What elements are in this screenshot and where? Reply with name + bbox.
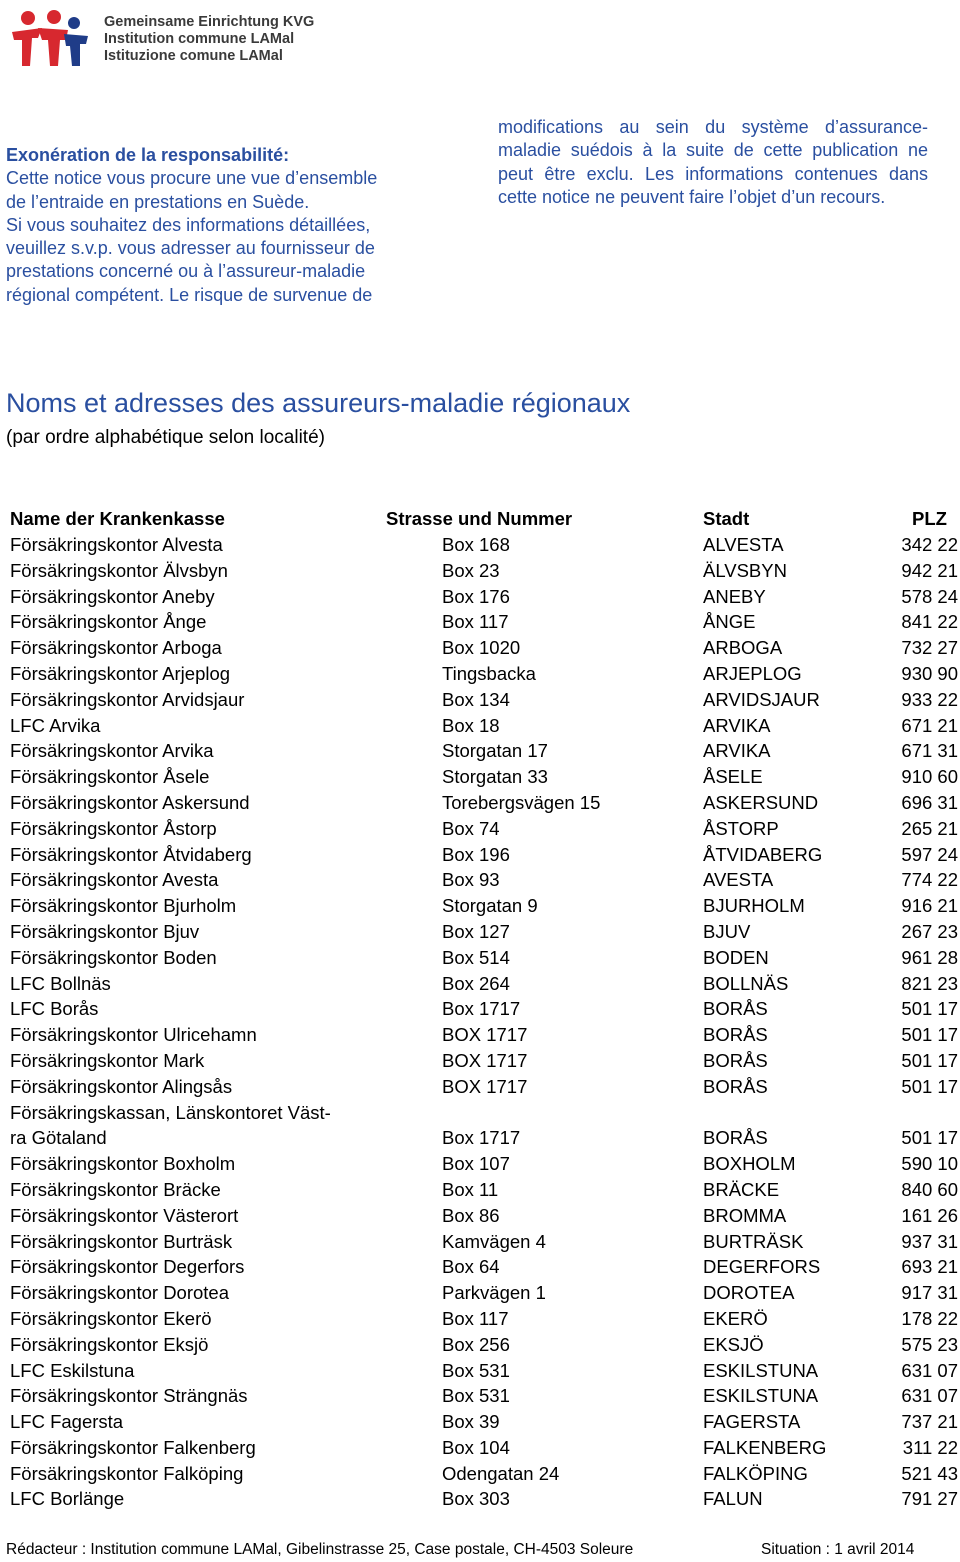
disclaimer-line: de l’entraide en prestations en Suède. — [6, 191, 310, 212]
cell-street: Box 1717 — [442, 998, 521, 1020]
cell-name: Försäkringskontor Mark — [10, 1049, 205, 1071]
footer-editor: Rédacteur : Institution commune LAMal, Gibelinstrasse 25, Case postale, CH-4503 Soleure — [6, 1541, 634, 1558]
disclaimer-left-column — [6, 144, 430, 307]
cell-city: ÅNGE — [703, 611, 756, 633]
cell-name: Försäkringskontor Dorotea — [10, 1282, 230, 1304]
cell-name: Försäkringskontor Åstorp — [10, 817, 217, 839]
cell-name: Försäkringskontor Älvsbyn — [10, 559, 228, 581]
table-row — [10, 687, 960, 713]
cell-name: LFC Borås — [10, 998, 99, 1020]
cell-street: Box 168 — [442, 534, 510, 555]
cell-city: FALKÖPING — [703, 1462, 808, 1484]
cell-street: Box 303 — [442, 1488, 510, 1510]
table-row — [10, 1074, 960, 1100]
table-row — [10, 1229, 960, 1255]
cell-name: Försäkringskontor Ulricehamn — [10, 1024, 257, 1046]
table-row — [10, 842, 960, 868]
cell-plz: 178 22 — [901, 1307, 958, 1329]
cell-plz: 161 26 — [901, 1204, 958, 1226]
cell-city: BOXHOLM — [703, 1153, 796, 1175]
cell-plz: 791 27 — [901, 1488, 958, 1510]
cell-street: Tingsbacka — [442, 662, 536, 684]
table-row — [10, 1048, 960, 1074]
cell-street: Kamvägen 4 — [442, 1230, 546, 1252]
header — [8, 8, 408, 68]
cell-city: EKSJÖ — [703, 1333, 764, 1355]
cell-street: BOX 1717 — [442, 1075, 528, 1097]
table-row — [10, 971, 960, 997]
table-row — [10, 1151, 960, 1177]
cell-city: DEGERFORS — [703, 1256, 821, 1278]
cell-plz: 774 22 — [901, 869, 958, 891]
cell-street: Box 93 — [442, 869, 500, 891]
cell-city: FALKENBERG — [703, 1436, 827, 1458]
cell-city: ÅTVIDABERG — [703, 843, 823, 865]
table-header — [10, 505, 960, 532]
table-row — [10, 1435, 960, 1461]
cell-street: Box 64 — [442, 1256, 500, 1278]
table-row — [10, 1383, 960, 1409]
table-row — [10, 609, 960, 635]
table-row — [10, 1203, 960, 1229]
cell-name: LFC Arvika — [10, 714, 101, 736]
table-row — [10, 584, 960, 610]
cell-city: ARBOGA — [703, 637, 783, 659]
cell-city: BORÅS — [703, 1075, 768, 1097]
logo-line-fr: Institution commune LAMal — [104, 31, 295, 47]
cell-name: Försäkringskontor Boden — [10, 946, 217, 968]
logo-text — [104, 14, 314, 65]
table-row — [10, 1306, 960, 1332]
cell-city: BJUV — [703, 920, 751, 942]
table-row — [10, 1486, 960, 1512]
insurers-table — [10, 505, 960, 1512]
cell-plz: 590 10 — [901, 1153, 958, 1175]
cell-name-line: Försäkringskassan, Länskontoret Väst- — [10, 1101, 331, 1123]
table-row — [10, 1280, 960, 1306]
cell-street: Box 134 — [442, 688, 510, 710]
table-row — [10, 738, 960, 764]
cell-city: BJURHOLM — [703, 895, 805, 917]
table-row — [10, 713, 960, 739]
cell-name: Försäkringskontor Eksjö — [10, 1333, 209, 1355]
table-row — [10, 1332, 960, 1358]
table-row — [10, 945, 960, 971]
cell-name: Försäkringskontor Avesta — [10, 869, 219, 891]
cell-name: Försäkringskontor Arboga — [10, 637, 222, 659]
cell-name: Försäkringskontor Åtvidaberg — [10, 843, 252, 865]
cell-name: LFC Fagersta — [10, 1411, 124, 1433]
cell-city: FAGERSTA — [703, 1411, 801, 1433]
disclaimer-line: veuillez s.v.p. vous adresser au fournisseur de — [6, 238, 375, 259]
cell-plz: 933 22 — [901, 688, 958, 710]
cell-city: BURTRÄSK — [703, 1230, 804, 1252]
cell-street: BOX 1717 — [442, 1049, 528, 1071]
cell-plz: 501 17 — [901, 1075, 958, 1097]
cell-city: ARJEPLOG — [703, 662, 802, 684]
cell-plz: 910 60 — [901, 766, 958, 788]
cell-plz: 821 23 — [901, 972, 958, 994]
cell-plz: 501 17 — [901, 1049, 958, 1071]
cell-city: BOLLNÄS — [703, 972, 789, 994]
cell-street: Box 104 — [442, 1436, 510, 1458]
cell-city: BORÅS — [703, 1024, 768, 1046]
cell-plz: 342 22 — [901, 534, 958, 555]
table-body — [10, 532, 960, 1512]
table-row — [10, 1461, 960, 1487]
cell-street: Box 18 — [442, 714, 500, 736]
disclaimer-line: Si vous souhaitez des informations détaillées, — [6, 214, 371, 235]
cell-street: Box 117 — [442, 611, 509, 633]
cell-street: Box 514 — [442, 946, 510, 968]
cell-name: Försäkringskontor Burträsk — [10, 1230, 233, 1252]
header-name: Name der Krankenkasse — [10, 507, 225, 529]
cell-street: Box 1717 — [442, 1127, 521, 1149]
cell-street: Storgatan 33 — [442, 766, 548, 788]
table-row — [10, 532, 960, 558]
table-row — [10, 1100, 960, 1152]
cell-plz: 916 21 — [901, 895, 958, 917]
cell-plz: 501 17 — [901, 998, 958, 1020]
cell-street: Box 117 — [442, 1307, 509, 1329]
cell-name: Försäkringskontor Västerort — [10, 1204, 239, 1226]
table-row — [10, 661, 960, 687]
cell-street: Storgatan 17 — [442, 740, 548, 762]
cell-plz: 671 31 — [901, 740, 958, 762]
cell-plz: 575 23 — [901, 1333, 958, 1355]
table-row — [10, 1358, 960, 1384]
logo-icon — [8, 8, 90, 68]
cell-name: Försäkringskontor Arvidsjaur — [10, 688, 245, 710]
cell-street: Box 127 — [442, 920, 510, 942]
table-row — [10, 996, 960, 1022]
cell-name: Försäkringskontor Askersund — [10, 791, 250, 813]
cell-name: Försäkringskontor Boxholm — [10, 1153, 236, 1175]
cell-street: Box 176 — [442, 585, 510, 607]
cell-plz: 840 60 — [901, 1178, 958, 1200]
cell-name: Försäkringskontor Bjuv — [10, 920, 200, 942]
cell-city: ÅSTORP — [703, 817, 779, 839]
cell-plz: 841 22 — [901, 611, 958, 633]
cell-street: Box 1020 — [442, 637, 521, 659]
cell-street: Torebergsvägen 15 — [442, 791, 601, 813]
cell-plz: 631 07 — [901, 1385, 958, 1407]
cell-plz: 961 28 — [901, 946, 958, 968]
table-row — [10, 764, 960, 790]
cell-city: ARVIKA — [703, 740, 771, 762]
cell-street: Box 256 — [442, 1333, 510, 1355]
cell-name: Försäkringskontor Åsele — [10, 766, 210, 788]
disclaimer-title: Exonération de la responsabilité: — [6, 145, 290, 165]
cell-plz: 265 21 — [901, 817, 958, 839]
cell-street: BOX 1717 — [442, 1024, 528, 1046]
cell-name: LFC Eskilstuna — [10, 1359, 135, 1381]
cell-city: FALUN — [703, 1488, 763, 1510]
cell-name: LFC Bollnäs — [10, 972, 111, 994]
cell-name: Försäkringskontor Degerfors — [10, 1256, 245, 1278]
cell-plz: 937 31 — [901, 1230, 958, 1252]
cell-city: AVESTA — [703, 869, 774, 891]
logo-line-it: Istituzione comune LAMal — [104, 48, 283, 64]
disclaimer-right-column: modifications au sein du système d’assurance-maladie suédois à la suite de cette publication ne peut être exclu. Les informations contenues dans cette notice ne peuvent faire l’objet d’un recours. — [498, 117, 928, 207]
cell-plz: 737 21 — [901, 1411, 958, 1433]
cell-plz: 501 17 — [901, 1127, 958, 1149]
cell-plz: 631 07 — [901, 1359, 958, 1381]
section-subtitle: (par ordre alphabétique selon localité) — [6, 427, 325, 448]
cell-city: ARVIKA — [703, 714, 771, 736]
cell-name: Försäkringskontor Alingsås — [10, 1075, 233, 1097]
cell-city: BORÅS — [703, 1127, 768, 1149]
cell-plz: 671 21 — [901, 714, 958, 736]
cell-plz: 917 31 — [901, 1282, 958, 1304]
cell-street: Box 531 — [442, 1385, 510, 1407]
cell-street: Box 86 — [442, 1204, 500, 1226]
cell-city: ÅSELE — [703, 766, 763, 788]
cell-name: Försäkringskontor Strängnäs — [10, 1385, 248, 1407]
table-row — [10, 558, 960, 584]
cell-city: ASKERSUND — [703, 791, 819, 813]
cell-plz: 311 22 — [902, 1436, 958, 1458]
section-title: Noms et adresses des assureurs-maladie régionaux — [6, 388, 631, 418]
cell-street: Parkvägen 1 — [442, 1282, 546, 1304]
cell-city: BODEN — [703, 946, 769, 968]
table-row — [10, 1022, 960, 1048]
cell-city: BRÄCKE — [703, 1178, 780, 1200]
cell-street: Box 264 — [442, 972, 510, 994]
header-plz: PLZ — [912, 507, 947, 529]
cell-plz: 693 21 — [901, 1256, 958, 1278]
cell-city: ARVIDSJAUR — [703, 688, 820, 710]
cell-street: Box 11 — [442, 1178, 499, 1200]
cell-plz: 597 24 — [901, 843, 958, 865]
table-row — [10, 1254, 960, 1280]
cell-name: Försäkringskontor Arjeplog — [10, 662, 231, 684]
table-row — [10, 893, 960, 919]
table-row — [10, 1177, 960, 1203]
disclaimer-line: régional compétent. Le risque de survenue de — [6, 284, 373, 305]
cell-plz: 521 43 — [901, 1462, 958, 1484]
cell-name: Försäkringskontor Ekerö — [10, 1307, 212, 1329]
cell-name-line: ra Götaland — [10, 1127, 107, 1149]
cell-street: Box 107 — [442, 1153, 510, 1175]
cell-name: Försäkringskontor Aneby — [10, 585, 215, 607]
cell-city: EKERÖ — [703, 1307, 768, 1329]
cell-street: Storgatan 9 — [442, 895, 538, 917]
table-row — [10, 919, 960, 945]
table-row — [10, 816, 960, 842]
table-row — [10, 635, 960, 661]
cell-city: ALVESTA — [703, 534, 784, 555]
cell-city: ESKILSTUNA — [703, 1359, 819, 1381]
cell-name: Försäkringskontor Falköping — [10, 1462, 244, 1484]
cell-plz: 696 31 — [901, 791, 958, 813]
header-street: Strasse und Nummer — [386, 507, 573, 529]
cell-plz: 942 21 — [901, 559, 958, 581]
cell-city: BORÅS — [703, 1049, 768, 1071]
cell-name: Försäkringskontor Bräcke — [10, 1178, 221, 1200]
header-city: Stadt — [703, 507, 750, 529]
cell-city: BORÅS — [703, 998, 768, 1020]
cell-city: ANEBY — [703, 585, 766, 607]
cell-city: ESKILSTUNA — [703, 1385, 819, 1407]
logo-line-de: Gemeinsame Einrichtung KVG — [104, 14, 315, 30]
cell-name: Försäkringskontor Alvesta — [10, 534, 223, 555]
cell-street: Box 531 — [442, 1359, 510, 1381]
cell-street: Box 196 — [442, 843, 510, 865]
cell-street: Odengatan 24 — [442, 1462, 560, 1484]
footer — [6, 1541, 952, 1561]
table-row — [10, 790, 960, 816]
cell-street: Box 74 — [442, 817, 500, 839]
cell-city: DOROTEA — [703, 1282, 795, 1304]
cell-name: Försäkringskontor Falkenberg — [10, 1436, 256, 1458]
table-row — [10, 1409, 960, 1435]
cell-name: Försäkringskontor Bjurholm — [10, 895, 237, 917]
disclaimer-line: prestations concerné ou à l’assureur-maladie — [6, 261, 366, 282]
cell-name: Försäkringskontor Arvika — [10, 740, 214, 762]
cell-name — [10, 1100, 442, 1152]
cell-name: Försäkringskontor Ånge — [10, 611, 207, 633]
table-row — [10, 867, 960, 893]
cell-plz: 501 17 — [901, 1024, 958, 1046]
disclaimer-line: Cette notice vous procure une vue d’ensemble — [6, 168, 378, 189]
cell-street: Box 39 — [442, 1411, 500, 1433]
cell-street: Box 23 — [442, 559, 500, 581]
footer-date: Situation : 1 avril 2014 — [761, 1541, 915, 1558]
cell-plz: 578 24 — [901, 585, 958, 607]
cell-plz: 732 27 — [901, 637, 958, 659]
cell-city: BROMMA — [703, 1204, 787, 1226]
cell-plz: 267 23 — [901, 920, 958, 942]
cell-plz: 930 90 — [901, 662, 958, 684]
cell-city: ÄLVSBYN — [703, 559, 787, 581]
cell-name: LFC Borlänge — [10, 1488, 125, 1510]
